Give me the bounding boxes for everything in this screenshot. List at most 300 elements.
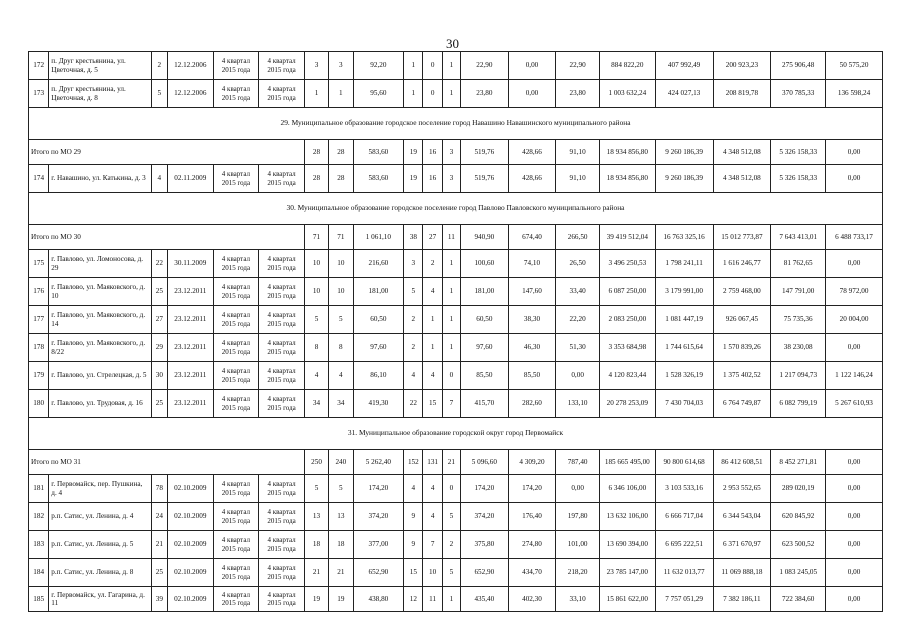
address-cell: г. Павлово, ул. Маяковского, д. 10 [49,278,151,306]
floors-cell: 21 [151,531,167,559]
value-cell-c5: 1 [442,334,460,362]
value-cell-s2: 1 744 615,64 [655,334,713,362]
value-cell-s3: 4 348 512,08 [713,165,771,193]
floors-cell: 78 [151,475,167,503]
demolition-date-cell: 4 квартал 2015 года [259,503,305,531]
demolition-date-cell: 4 квартал 2015 года [259,362,305,390]
value-cell-s2: 1 081 447,19 [655,306,713,334]
value-cell-s2: 6 695 222,51 [655,531,713,559]
value-cell-a3: 197,80 [556,503,600,531]
row-number-cell: 173 [29,80,49,108]
row-number-cell: 183 [29,531,49,559]
value-cell-c2: 34 [329,390,353,418]
value-cell-s4: 5 326 158,33 [771,165,826,193]
value-cell-c4: 0 [423,52,442,80]
planned-date-cell: 4 квартал 2015 года [213,80,259,108]
value-cell-area: 95,60 [353,80,404,108]
value-cell-a3: 101,00 [556,531,600,559]
value-cell-a2: 428,66 [508,165,556,193]
total-cell-s4: 5 326 158,33 [771,140,826,165]
total-cell-s2: 16 763 325,16 [655,225,713,250]
value-cell-c3: 1 [404,80,423,108]
page-number: 30 [446,36,459,51]
value-cell-c2: 19 [329,587,353,612]
value-cell-c3: 9 [404,531,423,559]
value-cell-c1: 19 [304,587,328,612]
row-number-cell: 177 [29,306,49,334]
value-cell-s4: 38 230,08 [771,334,826,362]
planned-date-cell: 4 квартал 2015 года [213,306,259,334]
value-cell-s5: 0,00 [826,587,883,612]
value-cell-area: 583,60 [353,165,404,193]
row-number-cell: 174 [29,165,49,193]
demolition-date-cell: 4 квартал 2015 года [259,165,305,193]
value-cell-c3: 1 [404,52,423,80]
floors-cell: 24 [151,503,167,531]
value-cell-area: 60,50 [353,306,404,334]
total-cell-s5: 6 488 733,17 [826,225,883,250]
value-cell-c3: 22 [404,390,423,418]
section-title-cell: 31. Муниципальное образование городской округ город Первомайск [29,418,883,450]
value-cell-c5: 1 [442,250,460,278]
value-cell-area: 374,20 [353,503,404,531]
table-row [29,475,883,503]
total-label-cell: Итого по МО 30 [29,225,305,250]
demolition-date-cell: 4 квартал 2015 года [259,278,305,306]
value-cell-a2: 74,10 [508,250,556,278]
floors-cell: 2 [151,52,167,80]
section-title-cell: 29. Муниципальное образование городское поселение город Навашино Навашинского муниципального района [29,108,883,140]
value-cell-a2: 38,30 [508,306,556,334]
total-cell-s2: 9 260 186,39 [655,140,713,165]
row-number-cell: 179 [29,362,49,390]
value-cell-a2: 176,40 [508,503,556,531]
value-cell-a2: 282,60 [508,390,556,418]
planned-date-cell: 4 квартал 2015 года [213,587,259,612]
value-cell-s2: 6 666 717,04 [655,503,713,531]
table-row [29,52,883,80]
value-cell-a1: 85,50 [461,362,509,390]
value-cell-c5: 7 [442,390,460,418]
value-cell-c3: 19 [404,165,423,193]
value-cell-c2: 10 [329,278,353,306]
total-cell-a3: 787,40 [556,450,600,475]
value-cell-s3: 6 371 670,97 [713,531,771,559]
total-cell-c1: 28 [304,140,328,165]
value-cell-s5: 0,00 [826,503,883,531]
total-cell-s4: 8 452 271,81 [771,450,826,475]
date-cell: 02.10.2009 [167,503,213,531]
total-cell-s5: 0,00 [826,140,883,165]
value-cell-s1: 13 632 106,00 [599,503,655,531]
value-cell-c2: 13 [329,503,353,531]
total-row [29,140,883,165]
demolition-date-cell: 4 квартал 2015 года [259,334,305,362]
value-cell-c1: 5 [304,306,328,334]
value-cell-s4: 370 785,33 [771,80,826,108]
total-cell-c1: 250 [304,450,328,475]
table-row [29,165,883,193]
row-number-cell: 176 [29,278,49,306]
address-cell: г. Первомайск, ул. Гагарина, д. 11 [49,587,151,612]
value-cell-a3: 33,40 [556,278,600,306]
value-cell-s2: 3 179 991,00 [655,278,713,306]
value-cell-c2: 18 [329,531,353,559]
value-cell-area: 86,10 [353,362,404,390]
value-cell-s3: 2 953 552,65 [713,475,771,503]
planned-date-cell: 4 квартал 2015 года [213,475,259,503]
value-cell-s5: 0,00 [826,531,883,559]
section-header-row [29,193,883,225]
value-cell-s1: 3 496 250,53 [599,250,655,278]
value-cell-a2: 0,00 [508,52,556,80]
value-cell-a2: 0,00 [508,80,556,108]
value-cell-a2: 85,50 [508,362,556,390]
floors-cell: 25 [151,390,167,418]
row-number-cell: 178 [29,334,49,362]
value-cell-a1: 23,80 [461,80,509,108]
total-cell-c2: 71 [329,225,353,250]
table-row [29,587,883,612]
address-cell: г. Навашино, ул. Катькина, д. 3 [49,165,151,193]
value-cell-s4: 289 020,19 [771,475,826,503]
value-cell-s2: 407 992,49 [655,52,713,80]
floors-cell: 30 [151,362,167,390]
value-cell-s4: 722 384,60 [771,587,826,612]
address-cell: р.п. Сатис, ул. Ленина, д. 5 [49,531,151,559]
value-cell-c2: 3 [329,52,353,80]
total-cell-c4: 131 [423,450,442,475]
row-number-cell: 181 [29,475,49,503]
planned-date-cell: 4 квартал 2015 года [213,250,259,278]
section-title-cell: 30. Муниципальное образование городское поселение город Павлово Павловского муниципального района [29,193,883,225]
total-cell-c5: 11 [442,225,460,250]
value-cell-s4: 623 500,52 [771,531,826,559]
demolition-date-cell: 4 квартал 2015 года [259,475,305,503]
value-cell-c2: 4 [329,362,353,390]
value-cell-a2: 147,60 [508,278,556,306]
value-cell-s3: 6 764 749,87 [713,390,771,418]
value-cell-c3: 2 [404,334,423,362]
date-cell: 02.11.2009 [167,165,213,193]
total-cell-s1: 18 934 856,80 [599,140,655,165]
value-cell-area: 419,30 [353,390,404,418]
date-cell: 23.12.2011 [167,306,213,334]
value-cell-c3: 4 [404,362,423,390]
value-cell-a3: 22,20 [556,306,600,334]
value-cell-c1: 34 [304,390,328,418]
date-cell: 02.10.2009 [167,531,213,559]
row-number-cell: 175 [29,250,49,278]
row-number-cell: 184 [29,559,49,587]
floors-cell: 25 [151,278,167,306]
section-header-row [29,418,883,450]
value-cell-s5: 0,00 [826,559,883,587]
address-cell: г. Павлово, ул. Маяковского, д. 14 [49,306,151,334]
value-cell-s4: 275 906,48 [771,52,826,80]
value-cell-c1: 3 [304,52,328,80]
value-cell-c4: 4 [423,362,442,390]
row-number-cell: 182 [29,503,49,531]
value-cell-c5: 2 [442,531,460,559]
total-cell-s3: 86 412 608,51 [713,450,771,475]
value-cell-area: 97,60 [353,334,404,362]
value-cell-c5: 0 [442,362,460,390]
total-cell-c3: 19 [404,140,423,165]
total-cell-a1: 519,76 [461,140,509,165]
date-cell: 23.12.2011 [167,334,213,362]
table-body [29,52,883,612]
value-cell-s5: 5 267 610,93 [826,390,883,418]
total-cell-s1: 185 665 495,00 [599,450,655,475]
value-cell-s3: 2 759 468,00 [713,278,771,306]
total-cell-a2: 674,40 [508,225,556,250]
date-cell: 23.12.2011 [167,390,213,418]
value-cell-c2: 1 [329,80,353,108]
value-cell-area: 377,00 [353,531,404,559]
planned-date-cell: 4 квартал 2015 года [213,334,259,362]
total-cell-a1: 940,90 [461,225,509,250]
value-cell-area: 652,90 [353,559,404,587]
floors-cell: 27 [151,306,167,334]
value-cell-c4: 7 [423,531,442,559]
address-cell: п. Друг крестьянина, ул. Цветочная, д. 8 [49,80,151,108]
row-number-cell: 172 [29,52,49,80]
planned-date-cell: 4 квартал 2015 года [213,503,259,531]
table-row [29,80,883,108]
value-cell-c4: 4 [423,278,442,306]
table-row [29,503,883,531]
value-cell-s4: 1 217 094,73 [771,362,826,390]
value-cell-c5: 5 [442,503,460,531]
floors-cell: 25 [151,559,167,587]
value-cell-s4: 147 791,00 [771,278,826,306]
demolition-date-cell: 4 квартал 2015 года [259,390,305,418]
value-cell-area: 92,20 [353,52,404,80]
value-cell-s1: 18 934 856,80 [599,165,655,193]
total-cell-c2: 28 [329,140,353,165]
floors-cell: 22 [151,250,167,278]
row-number-cell: 185 [29,587,49,612]
value-cell-c4: 0 [423,80,442,108]
demolition-date-cell: 4 квартал 2015 года [259,587,305,612]
value-cell-s1: 2 083 250,00 [599,306,655,334]
value-cell-a1: 97,60 [461,334,509,362]
value-cell-c4: 4 [423,475,442,503]
total-cell-a2: 4 309,20 [508,450,556,475]
housing-table [28,51,883,612]
value-cell-a2: 274,80 [508,531,556,559]
total-cell-a3: 266,50 [556,225,600,250]
value-cell-c5: 1 [442,278,460,306]
total-cell-c4: 16 [423,140,442,165]
value-cell-s5: 78 972,00 [826,278,883,306]
total-cell-a1: 5 096,60 [461,450,509,475]
date-cell: 12.12.2006 [167,52,213,80]
address-cell: г. Павлово, ул. Ломоносова, д. 29 [49,250,151,278]
value-cell-a1: 435,40 [461,587,509,612]
value-cell-s3: 208 819,78 [713,80,771,108]
floors-cell: 29 [151,334,167,362]
value-cell-c4: 16 [423,165,442,193]
table-row [29,334,883,362]
table-row [29,531,883,559]
planned-date-cell: 4 квартал 2015 года [213,559,259,587]
planned-date-cell: 4 квартал 2015 года [213,362,259,390]
total-row [29,225,883,250]
date-cell: 12.12.2006 [167,80,213,108]
value-cell-c5: 0 [442,475,460,503]
value-cell-a1: 519,76 [461,165,509,193]
value-cell-s2: 7 430 704,03 [655,390,713,418]
value-cell-area: 216,60 [353,250,404,278]
total-cell-s5: 0,00 [826,450,883,475]
total-cell-area: 1 061,10 [353,225,404,250]
value-cell-a2: 402,30 [508,587,556,612]
value-cell-a1: 174,20 [461,475,509,503]
total-cell-s2: 90 800 614,68 [655,450,713,475]
value-cell-s1: 13 690 394,00 [599,531,655,559]
value-cell-c3: 5 [404,278,423,306]
value-cell-s3: 1 570 839,26 [713,334,771,362]
row-number-cell: 180 [29,390,49,418]
value-cell-c3: 3 [404,250,423,278]
value-cell-s1: 4 120 823,44 [599,362,655,390]
total-cell-c4: 27 [423,225,442,250]
value-cell-a1: 375,80 [461,531,509,559]
value-cell-s4: 620 845,92 [771,503,826,531]
value-cell-c4: 4 [423,503,442,531]
floors-cell: 5 [151,80,167,108]
value-cell-c1: 8 [304,334,328,362]
value-cell-a3: 91,10 [556,165,600,193]
demolition-date-cell: 4 квартал 2015 года [259,250,305,278]
value-cell-a1: 22,90 [461,52,509,80]
value-cell-s2: 11 632 013,77 [655,559,713,587]
table-row [29,250,883,278]
value-cell-c1: 10 [304,250,328,278]
total-cell-c1: 71 [304,225,328,250]
value-cell-s1: 20 278 253,09 [599,390,655,418]
value-cell-s2: 1 528 326,19 [655,362,713,390]
total-cell-a3: 91,10 [556,140,600,165]
value-cell-s5: 0,00 [826,165,883,193]
value-cell-a2: 434,70 [508,559,556,587]
total-cell-s4: 7 643 413,01 [771,225,826,250]
demolition-date-cell: 4 квартал 2015 года [259,559,305,587]
address-cell: г. Павлово, ул. Маяковского, д. 8/22 [49,334,151,362]
value-cell-c3: 12 [404,587,423,612]
date-cell: 02.10.2009 [167,559,213,587]
planned-date-cell: 4 квартал 2015 года [213,52,259,80]
value-cell-a2: 46,30 [508,334,556,362]
value-cell-c5: 1 [442,306,460,334]
value-cell-s2: 1 798 241,11 [655,250,713,278]
value-cell-s5: 20 004,00 [826,306,883,334]
value-cell-s2: 424 027,13 [655,80,713,108]
value-cell-s5: 50 575,20 [826,52,883,80]
value-cell-a3: 23,80 [556,80,600,108]
value-cell-a3: 0,00 [556,362,600,390]
value-cell-s5: 1 122 146,24 [826,362,883,390]
floors-cell: 4 [151,165,167,193]
total-label-cell: Итого по МО 31 [29,450,305,475]
date-cell: 30.11.2009 [167,250,213,278]
value-cell-s2: 7 757 051,29 [655,587,713,612]
value-cell-s1: 884 822,20 [599,52,655,80]
value-cell-a3: 51,30 [556,334,600,362]
table-row [29,390,883,418]
value-cell-a1: 60,50 [461,306,509,334]
value-cell-s4: 75 735,36 [771,306,826,334]
value-cell-s1: 6 346 106,00 [599,475,655,503]
value-cell-s1: 1 003 632,24 [599,80,655,108]
total-cell-s3: 4 348 512,08 [713,140,771,165]
value-cell-s2: 9 260 186,39 [655,165,713,193]
value-cell-a3: 33,10 [556,587,600,612]
value-cell-c5: 1 [442,52,460,80]
value-cell-c1: 5 [304,475,328,503]
value-cell-a1: 100,60 [461,250,509,278]
value-cell-s2: 3 103 533,16 [655,475,713,503]
floors-cell: 39 [151,587,167,612]
table-row [29,306,883,334]
address-cell: г. Павлово, ул. Стрелецкая, д. 5 [49,362,151,390]
value-cell-c5: 1 [442,587,460,612]
value-cell-c2: 21 [329,559,353,587]
date-cell: 02.10.2009 [167,587,213,612]
value-cell-c5: 5 [442,559,460,587]
table-row [29,362,883,390]
value-cell-s3: 1 375 402,52 [713,362,771,390]
value-cell-s4: 1 083 245,05 [771,559,826,587]
value-cell-s1: 23 785 147,00 [599,559,655,587]
total-cell-s1: 39 419 512,04 [599,225,655,250]
value-cell-s3: 1 616 246,77 [713,250,771,278]
total-cell-c3: 38 [404,225,423,250]
value-cell-s5: 0,00 [826,334,883,362]
value-cell-a1: 652,90 [461,559,509,587]
value-cell-a1: 181,00 [461,278,509,306]
value-cell-c4: 15 [423,390,442,418]
value-cell-c4: 10 [423,559,442,587]
total-label-cell: Итого по МО 29 [29,140,305,165]
value-cell-c4: 2 [423,250,442,278]
total-cell-s3: 15 012 773,87 [713,225,771,250]
table-row [29,559,883,587]
value-cell-s4: 6 082 799,19 [771,390,826,418]
demolition-date-cell: 4 квартал 2015 года [259,52,305,80]
total-cell-c3: 152 [404,450,423,475]
value-cell-s4: 81 762,65 [771,250,826,278]
planned-date-cell: 4 квартал 2015 года [213,390,259,418]
value-cell-c2: 8 [329,334,353,362]
address-cell: п. Друг крестьянина, ул. Цветочная, д. 5 [49,52,151,80]
total-cell-area: 583,60 [353,140,404,165]
value-cell-area: 438,80 [353,587,404,612]
value-cell-s1: 15 861 622,00 [599,587,655,612]
value-cell-a2: 174,20 [508,475,556,503]
value-cell-a3: 22,90 [556,52,600,80]
date-cell: 02.10.2009 [167,475,213,503]
value-cell-c3: 4 [404,475,423,503]
value-cell-area: 174,20 [353,475,404,503]
value-cell-s5: 136 598,24 [826,80,883,108]
value-cell-a1: 374,20 [461,503,509,531]
value-cell-c1: 28 [304,165,328,193]
total-cell-c2: 240 [329,450,353,475]
demolition-date-cell: 4 квартал 2015 года [259,306,305,334]
